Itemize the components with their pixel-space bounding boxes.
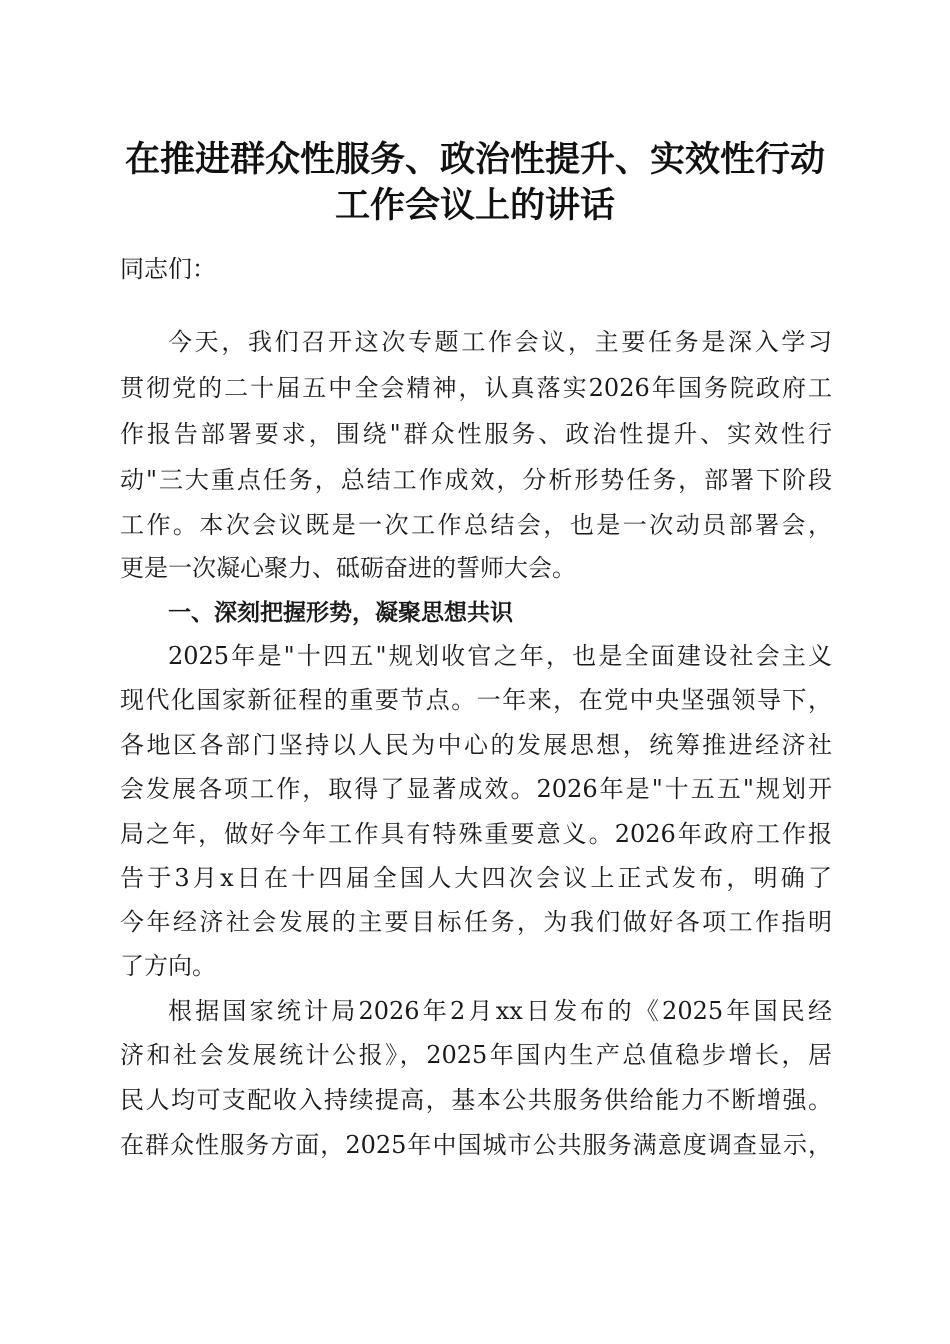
document-title-line-2: 工作会议上的讲话 — [334, 185, 615, 226]
paragraph-2-line: 今年经济社会发展的主要目标任务，为我们做好各项工作指明 — [120, 908, 832, 936]
paragraph-1-line: 作报告部署要求，围绕"群众性服务、政治性提升、实效性行 — [120, 420, 832, 448]
paragraph-3-line: 在群众性服务方面，2025年中国城市公共服务满意度调查显示， — [120, 1131, 832, 1159]
paragraph-2-line: 告于3月x日在十四届全国人大四次会议上正式发布，明确了 — [120, 864, 832, 892]
salutation: 同志们： — [120, 255, 216, 283]
paragraph-3-line: 根据国家统计局2026年2月xx日发布的《2025年国民经 — [168, 997, 832, 1025]
paragraph-1-line: 贯彻党的二十届五中全会精神，认真落实2026年国务院政府工 — [120, 374, 832, 402]
document-title-line-1: 在推进群众性服务、政治性提升、实效性行动 — [124, 139, 825, 180]
paragraph-2-line: 现代化国家新征程的重要节点。一年来，在党中央坚强领导下， — [120, 686, 832, 714]
paragraph-2-line: 会发展各项工作，取得了显著成效。2026年是"十五五"规划开 — [120, 775, 832, 803]
paragraph-1-line: 今天，我们召开这次专题工作会议，主要任务是深入学习 — [168, 328, 832, 356]
paragraph-1-line: 动"三大重点任务，总结工作成效，分析形势任务，部署下阶段 — [120, 466, 832, 494]
paragraph-2-line: 各地区各部门坚持以人民为中心的发展思想，统筹推进经济社 — [120, 731, 832, 759]
paragraph-1-line: 更是一次凝心聚力、砥砺奋进的誓师大会。 — [120, 554, 576, 582]
paragraph-1-line: 工作。本次会议既是一次工作总结会，也是一次动员部署会， — [120, 511, 832, 539]
section-heading-1: 一、深刻把握形势，凝聚思想共识 — [168, 600, 513, 626]
paragraph-2-line: 了方向。 — [120, 952, 216, 980]
paragraph-2-line: 2025年是"十四五"规划收官之年，也是全面建设社会主义 — [168, 642, 832, 670]
paragraph-3-line: 民人均可支配收入持续提高，基本公共服务供给能力不断增强。 — [120, 1086, 832, 1114]
paragraph-3-line: 济和社会发展统计公报》，2025年国内生产总值稳步增长，居 — [120, 1041, 832, 1069]
paragraph-2-line: 局之年，做好今年工作具有特殊重要意义。2026年政府工作报 — [120, 820, 832, 848]
